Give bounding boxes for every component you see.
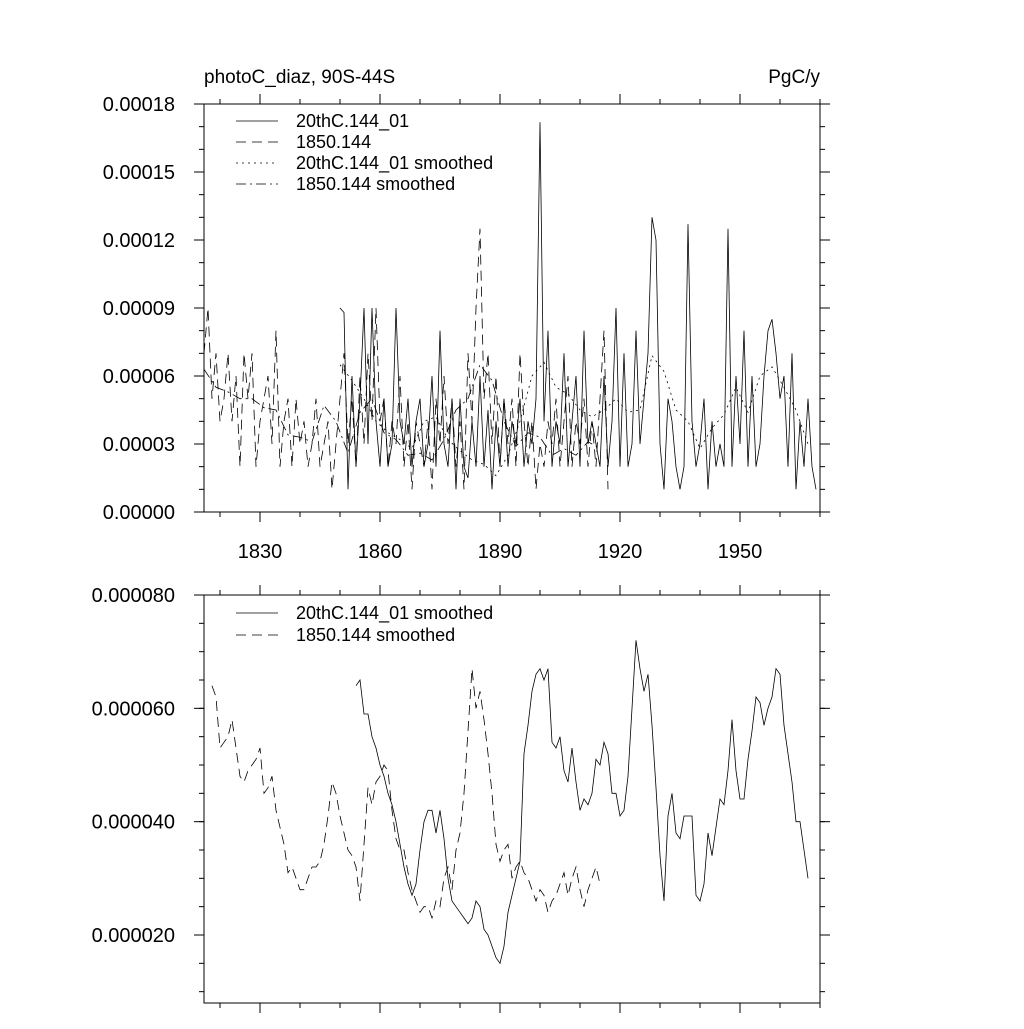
bottom-y-tick-label: 0.000020 (91, 925, 175, 947)
top-y-tick-label: 0.00009 (102, 298, 175, 320)
top-x-tick-label: 1860 (357, 541, 403, 563)
top-legend-label: 1850.144 smoothed (296, 174, 456, 194)
bottom-y-tick-label: 0.000040 (91, 811, 175, 834)
bottom-y-tick-label: 0.000080 (91, 585, 175, 607)
top-legend-label: 20thC.144_01 smoothed (296, 153, 494, 173)
top-chart-title: photoC_diaz, 90S-44S (204, 67, 396, 88)
top-x-tick-label: 1830 (237, 541, 283, 563)
bottom-legend-label: 1850.144 smoothed (296, 625, 456, 645)
top-panel (103, 94, 830, 563)
bottom-y-tick-label: 0.000060 (91, 698, 175, 721)
bottom-plot-frame (204, 595, 820, 1003)
top-y-tick-label: 0.00003 (102, 434, 175, 456)
top-chart-units: PgC/y (768, 67, 820, 88)
top-legend-label: 1850.144 (296, 132, 372, 152)
top-x-tick-label: 1950 (717, 541, 763, 563)
bottom-panel (92, 585, 830, 1013)
top-y-tick-label: 0.00012 (102, 230, 175, 252)
top-y-tick-label: 0.00006 (102, 366, 175, 388)
top-x-tick-label: 1890 (477, 541, 523, 563)
bottom-series-line-2 (212, 669, 600, 918)
top-series-line-2 (204, 229, 608, 490)
bottom-series-line-1 (356, 640, 808, 963)
top-y-tick-label: 0.00000 (102, 502, 175, 524)
top-y-tick-label: 0.00018 (102, 94, 175, 116)
top-y-tick-label: 0.00015 (102, 162, 175, 184)
bottom-legend-label: 20thC.144_01 smoothed (296, 603, 494, 623)
top-legend-label: 20thC.144_01 (296, 111, 410, 131)
top-x-tick-label: 1920 (597, 541, 643, 563)
